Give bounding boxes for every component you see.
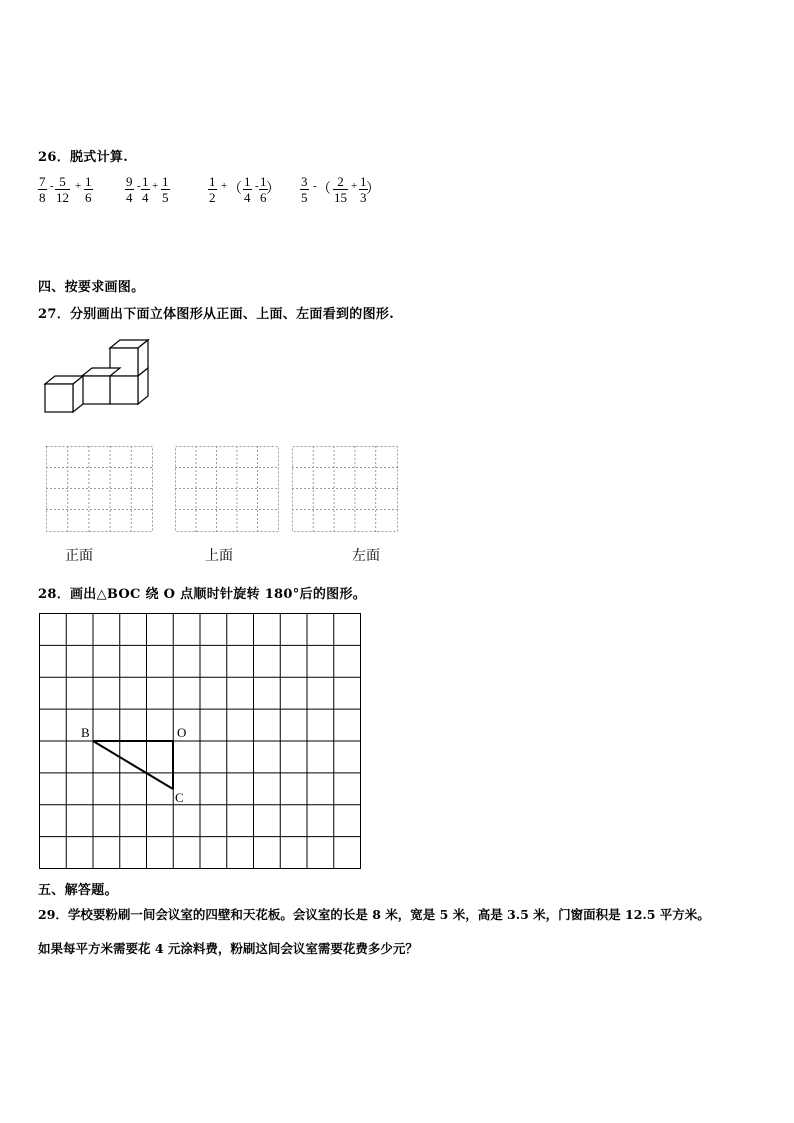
point-o-label: O <box>177 725 187 740</box>
q29-line2: 如果每平方米需要花 4 元涂料费，粉刷这间会议室需要花费多少元？ <box>38 941 418 956</box>
q28-title: 28．画出△BOC 绕 O 点顺时针旋转 180°后的图形。 <box>38 587 367 602</box>
fraction: $\frac{1}{2}$ <box>209 174 216 205</box>
fraction: $\frac{5}{12}$ <box>56 174 69 205</box>
q27-title: 27．分别画出下面立体图形从正面、上面、左面看到的图形. <box>38 307 395 322</box>
section-4-title: 四、按要求画图。 <box>38 280 145 295</box>
triangle-boc <box>93 741 173 789</box>
fraction: $\frac{1}{3}$ <box>360 174 367 205</box>
fraction: $\frac{2}{15}$ <box>334 174 347 205</box>
front-view-label: 正面 <box>65 548 93 564</box>
fraction: $\frac{1}{6}$ <box>85 174 92 205</box>
section-5-title: 五、解答题。 <box>38 883 118 898</box>
fraction: $\frac{3}{5}$ <box>301 174 308 205</box>
rotation-grid <box>39 613 363 871</box>
cube-figure <box>40 338 160 418</box>
fraction: $\frac{9}{4}$ <box>126 174 133 205</box>
point-c-label: C <box>175 790 184 805</box>
fraction: $\frac{1}{6}$ <box>260 174 267 205</box>
fraction: $\frac{1}{5}$ <box>162 174 169 205</box>
q29-line1: 29．学校要粉刷一间会议室的四壁和天花板。会议室的长是 8 米，宽是 5 米，高是 3.5 米，门窗面积是 12.5 平方米。 <box>38 907 710 922</box>
front-view-grid <box>46 446 156 536</box>
fraction: $\frac{7}{8}$ <box>39 174 46 205</box>
left-view-label: 左面 <box>352 548 380 564</box>
fraction: $\frac{1}{4}$ <box>142 174 149 205</box>
point-b-label: B <box>81 725 90 740</box>
q26-title: 26．脱式计算. <box>38 150 129 165</box>
top-view-label: 上面 <box>205 548 233 564</box>
fraction: $\frac{1}{4}$ <box>244 174 251 205</box>
left-view-grid <box>292 446 402 536</box>
top-view-grid <box>175 446 285 536</box>
